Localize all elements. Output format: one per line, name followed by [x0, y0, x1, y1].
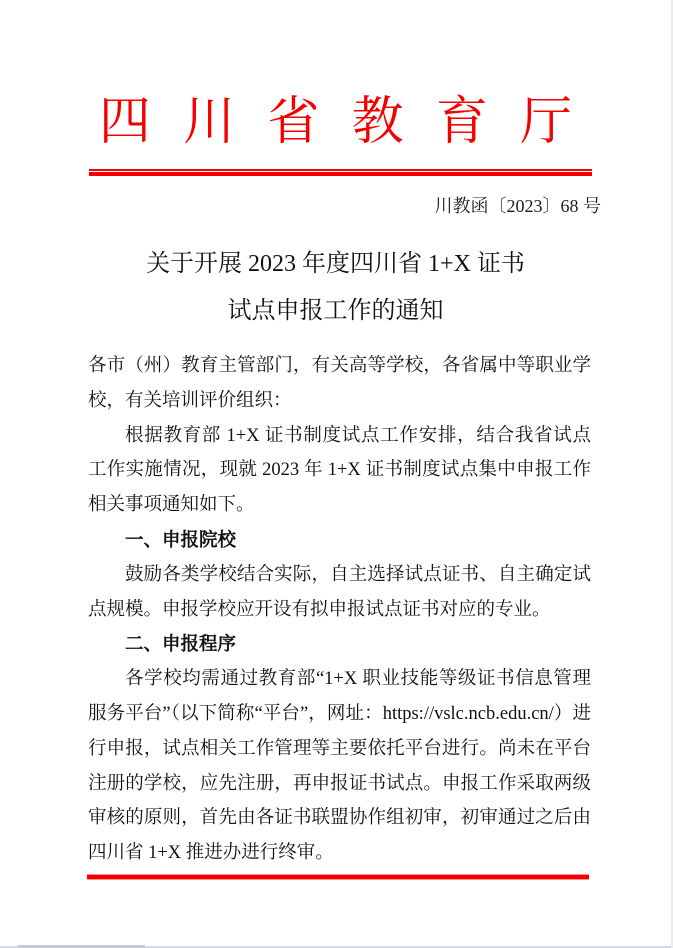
notice-title-line-1: 关于开展 2023 年度四川省 1+X 证书 [146, 251, 525, 277]
letterhead-red-rule [89, 169, 592, 176]
section-2-heading: 二、申报程序 [125, 633, 237, 655]
section-1-paragraph: 鼓励各类学校结合实际，自主选择试点证书、自主确定试点规模。申报学校应开设有拟申报试点证书对应的专业。 [88, 564, 591, 620]
salutation: 各市（州）教育主管部门，有关高等学校，各省属中等职业学校，有关培训评价组织： [88, 356, 591, 411]
notice-title [0, 241, 671, 335]
document-reference-number: 川教函〔2023〕68 号 [434, 196, 601, 216]
notice-body [88, 349, 591, 871]
intro-paragraph: 根据教育部 1+X 证书制度试点工作安排，结合我省试点工作实施情况，现就 2023 年 1+X 证书制度试点集中申报工作相关事项通知如下。 [88, 425, 591, 516]
section-1-heading: 一、申报院校 [125, 528, 237, 550]
section-2-paragraph: 各学校均需通过教育部“1+X 职业技能等级证书信息管理服务平台”（以下简称“平台”，网址：https://vslc.ncb.edu.cn/）进行申报，试点相关工作管理等主要依托平台进行。尚未在平台注册的学校，应先注册，再申报证书试点。申报工作采取两级审核的原则，首先由各证书联盟协作组初审，初审通过之后由四川省 1+X 推进办进行终审。 [88, 669, 591, 864]
footer-red-rule [87, 874, 589, 880]
notice-title-line-2: 试点申报工作的通知 [227, 298, 444, 324]
letterhead-agency-name: 四川省教育厅 [98, 94, 605, 151]
